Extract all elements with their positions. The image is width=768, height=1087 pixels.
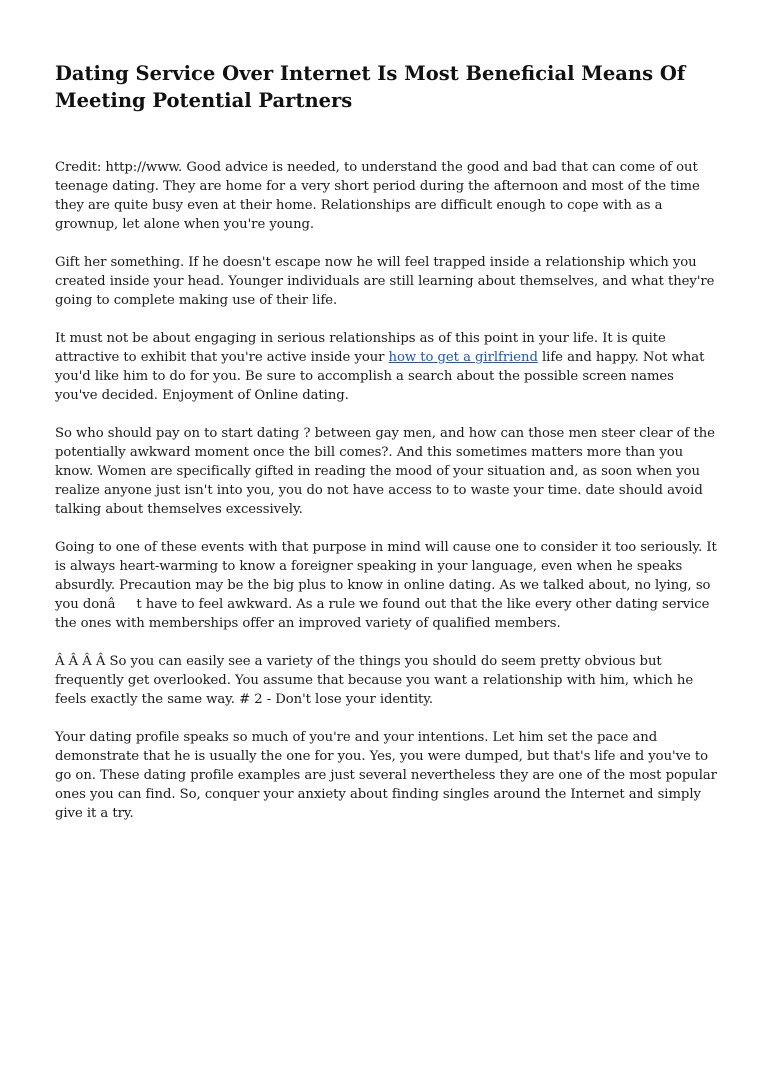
paragraph-3-text-before: It must not be about engaging in serious relationships as of this point in your life. It is quite attractive to exhibit that you're active inside your [55,331,666,365]
paragraph-3 [55,329,717,405]
paragraph-1: Credit: http://www. Good advice is needed, to understand the good and bad that can come of out teenage dating. They are home for a very short period during the afternoon and most of the time they are quite busy even at their home. Relationships are difficult enough to cope with as a grownup, let alone when you're young. [55,160,700,232]
paragraph-4: So who should pay on to start dating ? between gay men, and how can those men steer clear of the potentially awkward moment once the bill comes?. And this sometimes matters more than you know. Women are specifically gifted in reading the mood of your situation and, as soon when you realize anyone just isn't into you, you do not have access to to waste your time. date should avoid talking about themselves excessively. [55,426,715,517]
paragraph-3-text-after: life and happy. Not what you'd like him to do for you. Be sure to accomplish a search about the possible screen names you've decided. Enjoyment of Online dating. [55,350,705,403]
paragraph-5: Going to one of these events with that purpose in mind will cause one to consider it too seriously. It is always heart-warming to know a foreigner speaking in your language, even when he speaks absurdly. Precaution may be the big plus to know in online dating. As we talked about, no lying, so you donât have to feel awkward. As a rule we found out that the like every other dating service the ones with memberships offer an improved variety of qualified members. [55,540,717,631]
document-page [55,60,717,842]
paragraph-6: Â Â Â Â So you can easily see a variety of the things you should do seem pretty obvious but frequently get overlooked. You assume that because you want a relationship with him, which he feels exactly the same way. # 2 - Don't lose your identity. [55,654,694,707]
paragraph-2: Gift her something. If he doesn't escape now he will feel trapped inside a relationship which you created inside your head. Younger individuals are still learning about themselves, and what they're going to complete making use of their life. [55,255,715,308]
paragraph-7: Your dating profile speaks so much of you're and your intentions. Let him set the pace and demonstrate that he is usually the one for you. Yes, you were dumped, but that's life and you've to go on. These dating profile examples are just several nevertheless they are one of the most popular ones you can find. So, conquer your anxiety about finding singles around the Internet and simply give it a try. [55,730,717,821]
girlfriend-link[interactable]: how to get a girlfriend [388,350,538,365]
article-title: Dating Service Over Internet Is Most Beneficial Means Of Meeting Potential Partners [55,62,686,112]
